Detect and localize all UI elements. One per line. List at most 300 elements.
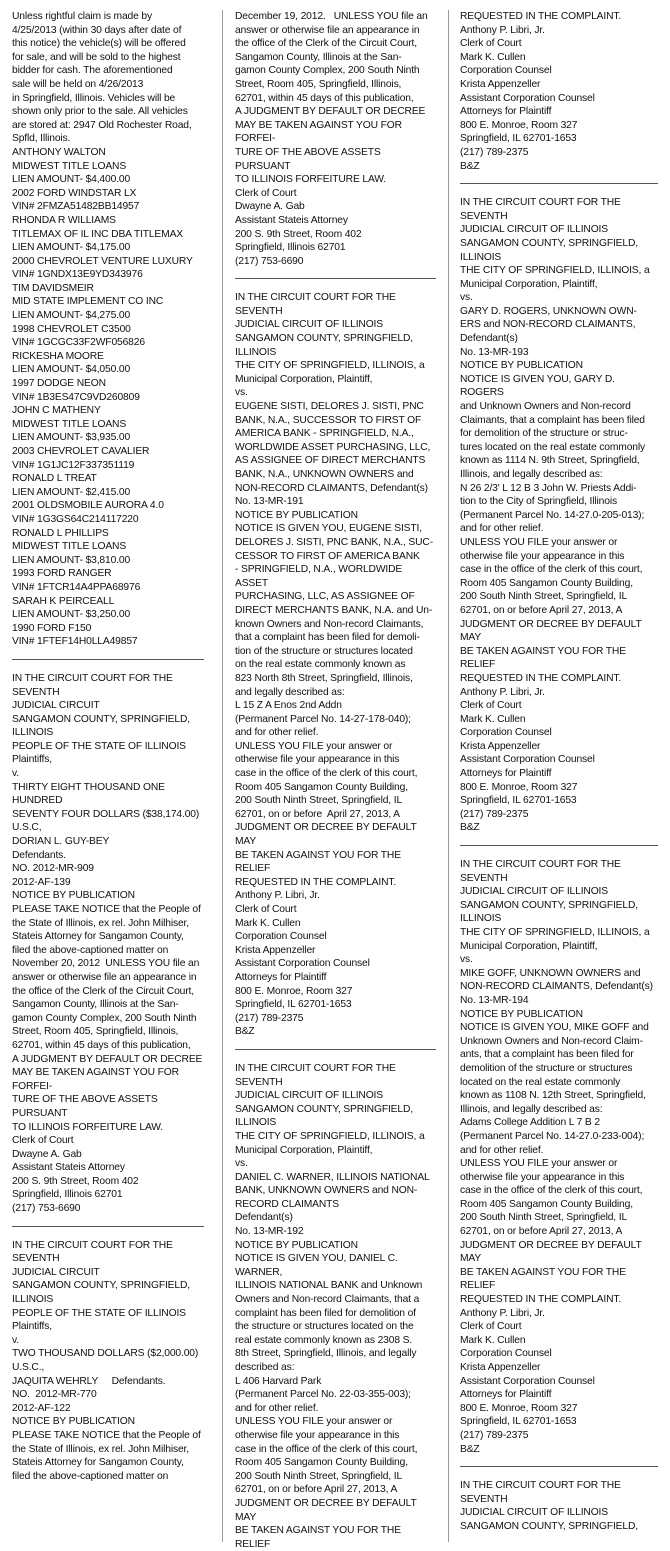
notice-line: ERS and NON-RECORD CLAIMANTS, (460, 319, 636, 331)
notice-line: NON-RECORD CLAIMANTS, Defendant(s) (460, 981, 653, 993)
notice-line: JUDGMENT OR DECREE BY DEFAULT MAY (460, 618, 645, 644)
notice-line: LIEN AMOUNT- $3,810.00 (12, 554, 131, 566)
notice-line: Krista Appenzeller (460, 740, 541, 752)
notice-line: - SPRINGFIELD, N.A., WORLDWIDE ASSET (235, 564, 405, 589)
notice-line: UNLESS YOU FILE your answer or (460, 536, 618, 548)
notice-line: A JUDGMENT BY DEFAULT OR DECREE (12, 1053, 203, 1065)
notice-line: gamon County Complex, 200 South Ninth (12, 1012, 197, 1024)
notice-line: 62701, on or before April 27, 2013, A (235, 1484, 398, 1496)
notice-line: TIM DAVIDSMEIR (12, 282, 94, 294)
notice-line: BANK, N.A., SUCCESSOR TO FIRST OF (235, 414, 422, 426)
notice-line: Adams College Addition L 7 B 2 (460, 1117, 600, 1129)
notice-line: BE TAKEN AGAINST YOU FOR THE RELIEF (235, 1525, 404, 1550)
notice-line: EUGENE SISTI, DELORES J. SISTI, PNC (235, 401, 424, 413)
notice-line: JUDICIAL CIRCUIT OF ILLINOIS (235, 319, 383, 331)
notice-line: Municipal Corporation, Plaintiff, (235, 1144, 373, 1156)
notice-line: TWO THOUSAND DOLLARS ($2,000.00) (12, 1348, 199, 1360)
notice-line: November 20, 2012 UNLESS YOU file an (12, 958, 200, 970)
notice-line: Krista Appenzeller (460, 1362, 541, 1373)
notice-line: VIN# 1GNDX13E9YD343976 (12, 269, 143, 281)
notice-line: BE TAKEN AGAINST YOU FOR THE RELIEF (460, 645, 629, 671)
notice-line: answer or otherwise file an appearance in (12, 971, 197, 983)
notice-line: No. 13-MR-194 (460, 994, 529, 1006)
notice-line: Unknown Owners and Non-record Claim- (460, 1035, 643, 1047)
notice-line: DELORES J. SISTI, PNC BANK, N.A., SUC- (235, 536, 433, 548)
notice-divider (235, 278, 436, 279)
notice-line: L 15 Z A Enos 2nd Addn (235, 700, 342, 712)
notice-line: Attorneys for Plaintiff (460, 768, 552, 780)
notice-line: 1993 FORD RANGER (12, 568, 112, 580)
notice-line: Plaintiffs, (12, 1321, 52, 1333)
notice-line: (217) 753-6690 (12, 1203, 81, 1215)
notice-line: No. 13-MR-191 (235, 496, 304, 508)
legal-notice (12, 672, 210, 1216)
notice-line: and for other relief. (235, 727, 319, 739)
notice-line: Springfield, IL 62701-1653 (460, 1416, 577, 1428)
notice-divider (460, 845, 658, 846)
notice-line: PLEASE TAKE NOTICE that the People of (12, 904, 201, 915)
notice-line: THE CITY OF SPRINGFIELD, ILLINOIS, a (460, 265, 650, 277)
notice-line: known as 1108 N. 12th Street, Springfield, (460, 1090, 646, 1102)
notice-line: THE CITY OF SPRINGFIELD, ILLINOIS, a (460, 927, 650, 938)
notice-line: 1990 FORD F150 (12, 622, 92, 634)
notice-line: 800 E. Monroe, Room 327 (460, 781, 578, 793)
notice-line: tion of the structure or structures located (235, 645, 413, 657)
notice-line: GARY D. ROGERS, UNKNOWN OWN- (460, 305, 637, 317)
legal-notice (12, 1239, 210, 1484)
notice-line: JUDICIAL CIRCUIT OF ILLINOIS (460, 1507, 608, 1519)
notice-line: B&Z (460, 160, 480, 172)
notice-line: BANK, UNKNOWN OWNERS and NON- (235, 1185, 418, 1197)
notice-line: Springfield, IL 62701-1653 (235, 999, 352, 1011)
notice-line: A JUDGMENT BY DEFAULT OR DECREE (235, 106, 426, 118)
notice-line: gamon County Complex, 200 South Ninth (235, 65, 420, 77)
notice-line: JAQUITA WEHRLY Defendants. (12, 1375, 166, 1387)
legal-notice (460, 196, 658, 835)
notice-line: Clerk of Court (460, 38, 522, 50)
notice-line: NOTICE BY PUBLICATION (460, 1008, 583, 1020)
notice-line: UNLESS YOU FILE your answer or (460, 1158, 618, 1170)
notice-line: case in the office of the clerk of this court, (460, 1185, 643, 1197)
notice-line: NOTICE BY PUBLICATION (235, 509, 358, 521)
notice-line: 200 South Ninth Street, Springfield, IL (460, 591, 628, 603)
notice-line: JUDGMENT OR DECREE BY DEFAULT MAY (235, 1497, 420, 1523)
notice-line: MIDWEST TITLE LOANS (12, 541, 127, 553)
notice-line: Assistant Stateis Attorney (235, 214, 348, 226)
notice-line: VIN# 1B3ES47C9VD260809 (12, 391, 140, 403)
notice-line: PEOPLE OF THE STATE OF ILLINOIS (12, 740, 186, 752)
notice-line: LIEN AMOUNT- $2,415.00 (12, 486, 131, 498)
notice-line: LIEN AMOUNT- $3,250.00 (12, 609, 131, 621)
notice-line: demolition of the structure or structures (460, 1062, 633, 1074)
notice-line: JUDICIAL CIRCUIT (12, 700, 100, 712)
notice-line: JUDICIAL CIRCUIT OF ILLINOIS (460, 224, 608, 236)
notice-line: NOTICE BY PUBLICATION (12, 1416, 135, 1428)
notice-line: THE CITY OF SPRINGFIELD, ILLINOIS, a (235, 360, 425, 372)
notice-line: RHONDA R WILLIAMS (12, 214, 116, 226)
notice-line: MAY BE TAKEN AGAINST YOU FOR FORFEI- (235, 119, 405, 145)
notice-line: U.S.C., (12, 1362, 45, 1373)
notice-line: PEOPLE OF THE STATE OF ILLINOIS (12, 1307, 186, 1319)
notice-line: for demolition of the structure or struc- (460, 428, 628, 440)
notice-line: (217) 753-6690 (235, 255, 304, 267)
notice-line: TO ILLINOIS FORFEITURE LAW. (12, 1121, 164, 1133)
notice-divider (460, 1466, 658, 1467)
notice-line: bidder for cash. The aforementioned (12, 65, 173, 77)
notice-line: 200 S. 9th Street, Room 402 (235, 228, 362, 240)
notice-line: 2002 FORD WINDSTAR LX (12, 187, 137, 199)
notice-line: Assistant Corporation Counsel (460, 754, 595, 766)
notice-line: Sangamon County, Illinois at the San- (235, 51, 402, 63)
notice-line: Assistant Corporation Counsel (235, 958, 370, 970)
column-1 (12, 10, 210, 1542)
notice-line: U.S.C, (12, 822, 42, 834)
notice-line: Corporation Counsel (235, 931, 327, 943)
notice-line: VIN# 1FTEF14H0LLA49857 (12, 636, 138, 648)
notice-line: ILLINOIS (460, 251, 502, 263)
notice-line: 1998 CHEVROLET C3500 (12, 323, 131, 335)
notice-line: ILLINOIS (12, 727, 54, 739)
notice-line: and for other relief. (460, 523, 544, 535)
notice-line: Anthony P. Libri, Jr. (460, 24, 545, 36)
notice-line: Corporation Counsel (460, 65, 552, 77)
notice-line: this notice) the vehicle(s) will be offered (12, 38, 186, 50)
notice-line: 62701, within 45 days of this publication, (235, 92, 414, 104)
notice-line: N 26 2/3' L 12 B 3 John W. Priests Addi- (460, 482, 637, 494)
notice-line: NO. 2012-MR-909 (12, 863, 94, 875)
notice-line: REQUESTED IN THE COMPLAINT. (235, 876, 397, 888)
notice-line: 1997 DODGE NEON (12, 378, 106, 390)
notice-line: that a complaint has been filed for demoli- (235, 632, 420, 644)
notice-line: 800 E. Monroe, Room 327 (460, 1402, 578, 1414)
notice-line: Illinois, and legally described as: (460, 1103, 603, 1115)
notice-line: NOTICE IS GIVEN YOU, EUGENE SISTI, (235, 523, 422, 535)
notice-line: Room 405 Sangamon County Building, (235, 781, 408, 793)
notice-line: IN THE CIRCUIT COURT FOR THE SEVENTH (460, 859, 624, 884)
notice-line: (217) 789-2375 (460, 1429, 529, 1441)
notice-line: REQUESTED IN THE COMPLAINT. (460, 1294, 622, 1306)
notice-line: RONALD L TREAT (12, 473, 97, 485)
notice-line: (Permanent Parcel No. 14-27.0-205-013); (460, 509, 645, 521)
notice-line: SANGAMON COUNTY, SPRINGFIELD, (460, 237, 638, 249)
notice-line: MIKE GOFF, UNKNOWN OWNERS and (460, 967, 641, 979)
notice-line: Mark K. Cullen (235, 917, 301, 929)
notice-line: case in the office of the clerk of this court, (235, 1443, 418, 1455)
notice-line: Anthony P. Libri, Jr. (235, 890, 320, 902)
notice-line: are stored at: 2947 Old Rochester Road, (12, 119, 192, 131)
notice-line: (Permanent Parcel No. 14-27.0-233-004); (460, 1130, 645, 1142)
column-2 (222, 10, 436, 1550)
notice-line: BE TAKEN AGAINST YOU FOR THE RELIEF (460, 1266, 629, 1292)
notice-line: the office of the Clerk of the Circuit Court, (12, 985, 194, 997)
notice-line: NOTICE IS GIVEN YOU, MIKE GOFF and (460, 1022, 649, 1034)
notice-line: JUDICIAL CIRCUIT (12, 1266, 100, 1278)
notice-divider (460, 183, 658, 184)
notice-line: Assistant Corporation Counsel (460, 92, 595, 104)
notice-line: Krista Appenzeller (235, 944, 316, 956)
notice-line: Corporation Counsel (460, 727, 552, 739)
notice-line: RONALD L PHILLIPS (12, 527, 109, 539)
notice-line: the office of the Clerk of the Circuit Court, (235, 38, 417, 50)
notice-line: Sangamon County, Illinois at the San- (12, 999, 179, 1011)
notice-line: Stateis Attorney for Sangamon County, (12, 931, 184, 943)
notice-line: DIRECT MERCHANTS BANK, N.A. and Un- (235, 604, 433, 616)
notice-line: JUDICIAL CIRCUIT OF ILLINOIS (235, 1090, 383, 1102)
notice-line: NOTICE IS GIVEN YOU, GARY D. ROGERS (460, 373, 618, 399)
notice-line: BANK, N.A., UNKNOWN OWNERS and (235, 469, 414, 480)
notice-line: otherwise file your appearance in this (235, 1429, 400, 1441)
notice-line: shown only prior to the sale. All vehicles (12, 106, 188, 118)
notice-line: Unless rightful claim is made by (12, 11, 152, 22)
notice-line: and for other relief. (235, 1402, 319, 1414)
notice-line: B&Z (460, 822, 480, 834)
notice-line: 62701, on or before April 27, 2013, A (460, 604, 623, 616)
notice-line: MIDWEST TITLE LOANS (12, 418, 127, 430)
notice-line: TURE OF THE ABOVE ASSETS PURSUANT (12, 1094, 161, 1119)
notice-line: case in the office of the clerk of this court, (460, 564, 643, 576)
notice-divider (12, 659, 204, 660)
notice-line: vs. (235, 1158, 248, 1170)
legal-notice (460, 858, 658, 1456)
notice-line: L 406 Harvard Park (235, 1375, 322, 1387)
notice-line: 8th Street, Springfield, Illinois, and legally (235, 1348, 417, 1360)
notice-line: Stateis Attorney for Sangamon County, (12, 1457, 184, 1469)
notice-line: LIEN AMOUNT- $4,050.00 (12, 364, 131, 376)
notice-line: filed the above-captioned matter on (12, 1470, 169, 1482)
notice-line: VIN# 1G1JC12F337351119 (12, 459, 135, 471)
notice-line: No. 13-MR-193 (460, 346, 529, 358)
notice-line: SARAH K PEIRCEALL (12, 595, 115, 607)
notice-line: WORLDWIDE ASSET PURCHASING, LLC, (235, 441, 431, 453)
notice-line: 823 North 8th Street, Springfield, Illinois, (235, 672, 413, 684)
notice-line: MAY BE TAKEN AGAINST YOU FOR FORFEI- (12, 1067, 182, 1092)
notice-line: 800 E. Monroe, Room 327 (235, 985, 353, 997)
notice-line: the structure or structures located on the (235, 1321, 414, 1333)
notice-line: 2003 CHEVROLET CAVALIER (12, 446, 150, 457)
notice-line: Room 405 Sangamon County Building, (460, 1198, 633, 1210)
notice-line: LIEN AMOUNT- $4,275.00 (12, 310, 131, 322)
notice-line: Street, Room 405, Springfield, Illinois, (235, 78, 402, 90)
notice-line: DORIAN L. GUY-BEY (12, 836, 110, 848)
notice-line: VIN# 2FMZA51482BB14957 (12, 201, 140, 213)
notice-line: IN THE CIRCUIT COURT FOR THE SEVENTH (12, 672, 176, 698)
notice-line: TURE OF THE ABOVE ASSETS PURSUANT (235, 146, 384, 172)
notice-line: v. (12, 768, 19, 780)
notice-line: (217) 789-2375 (460, 808, 529, 820)
notice-line: (217) 789-2375 (460, 146, 529, 158)
notice-line: DANIEL C. WARNER, ILLINOIS NATIONAL (235, 1171, 430, 1183)
notice-line: Springfield, Illinois 62701 (235, 242, 346, 254)
notice-divider (235, 1049, 436, 1050)
notice-line: the State of Illinois, ex rel. John Milhiser, (12, 1443, 189, 1455)
notice-line: 2001 OLDSMOBILE AURORA 4.0 (12, 500, 164, 512)
notice-line: REQUESTED IN THE COMPLAINT. (460, 11, 622, 22)
notice-line: TO ILLINOIS FORFEITURE LAW. (235, 174, 387, 186)
notice-line: Clerk of Court (235, 904, 297, 915)
notice-line: real estate commonly known as 2308 S. (235, 1334, 413, 1346)
notice-line: described as: (235, 1362, 295, 1373)
notice-line: known as 1114 N. 9th Street, Springfield, (460, 455, 640, 467)
notice-line: NON-RECORD CLAIMANTS, Defendant(s) (235, 482, 428, 494)
notice-line: in Springfield, Illinois. Vehicles will be (12, 92, 176, 104)
notice-line: Assistant Stateis Attorney (12, 1162, 125, 1174)
legal-notice (235, 10, 436, 268)
notice-line: BE TAKEN AGAINST YOU FOR THE RELIEF (235, 849, 404, 875)
notice-line: Attorneys for Plaintiff (460, 1389, 552, 1401)
notice-line: vs. (460, 292, 473, 304)
notice-line: AS ASSIGNEE OF DIRECT MERCHANTS (235, 455, 426, 467)
notice-line: IN THE CIRCUIT COURT FOR THE SEVENTH (460, 197, 624, 222)
legal-notice (12, 10, 210, 649)
notice-line: ants, that a complaint has been filed for (460, 1049, 634, 1061)
notice-line: CESSOR TO FIRST OF AMERICA BANK (235, 550, 420, 562)
notice-line: 2000 CHEVROLET VENTURE LUXURY (12, 255, 193, 267)
notice-line: REQUESTED IN THE COMPLAINT. (460, 672, 622, 684)
notice-line: JUDGMENT OR DECREE BY DEFAULT MAY (235, 822, 420, 848)
notice-line: (Permanent Parcel No. 14-27-178-040); (235, 713, 411, 725)
notice-line: VIN# 1G3GS64C214117220 (12, 513, 139, 525)
notice-line: Anthony P. Libri, Jr. (460, 686, 545, 698)
notice-line: Mark K. Cullen (460, 51, 526, 63)
notice-line: TITLEMAX OF IL INC DBA TITLEMAX (12, 228, 184, 240)
notice-line: UNLESS YOU FILE your answer or (235, 1416, 393, 1428)
notice-line: Municipal Corporation, Plaintiff, (460, 940, 598, 952)
notice-line: SANGAMON COUNTY, SPRINGFIELD, (235, 1103, 413, 1115)
notice-line: Springfield, Illinois 62701 (12, 1189, 123, 1201)
notice-line: ILLINOIS (12, 1294, 54, 1306)
notice-line: and for other relief. (460, 1144, 544, 1156)
notice-line: otherwise file your appearance in this (235, 754, 400, 766)
notice-line: RECORD CLAIMANTS (235, 1198, 340, 1210)
notice-line: Attorneys for Plaintiff (460, 106, 552, 118)
notice-line: 4/25/2013 (within 30 days after date of (12, 24, 182, 36)
notice-line: 200 South Ninth Street, Springfield, IL (460, 1212, 628, 1224)
notice-line: 62701, on or before April 27, 2013, A (460, 1226, 623, 1238)
notice-line: Assistant Corporation Counsel (460, 1375, 595, 1387)
notice-line: NO. 2012-MR-770 (12, 1389, 97, 1401)
notice-line: Owners and Non-record Claimants, that a (235, 1294, 420, 1306)
column-3 (448, 10, 658, 1542)
notice-line: Municipal Corporation, Plaintiff, (235, 373, 373, 385)
notice-line: Clerk of Court (235, 187, 297, 199)
notice-line: Defendants. (12, 849, 66, 861)
notice-line: RICKESHA MOORE (12, 350, 104, 362)
notice-line: Clerk of Court (12, 1135, 74, 1147)
notice-line: NOTICE IS GIVEN YOU, DANIEL C. WARNER, (235, 1253, 401, 1278)
notice-line: THE CITY OF SPRINGFIELD, ILLINOIS, a (235, 1130, 425, 1142)
notice-line: Defendant(s) (235, 1212, 293, 1224)
notice-line: Clerk of Court (460, 1321, 522, 1333)
notice-line: tures located on the real estate commonly (460, 441, 646, 453)
notice-line: December 19, 2012. UNLESS YOU file an (235, 11, 428, 22)
legal-notice (235, 291, 436, 1039)
notice-line: v. (12, 1334, 19, 1346)
notice-line: JOHN C MATHENY (12, 405, 101, 417)
notice-line: Krista Appenzeller (460, 78, 541, 90)
legal-notice (460, 10, 658, 173)
notice-line: case in the office of the clerk of this court, (235, 768, 418, 780)
notice-line: sale will be held on 4/26/2013 (12, 78, 144, 90)
notice-line: (217) 789-2375 (235, 1012, 304, 1024)
notice-line: VIN# 1GCGC33F2WF056826 (12, 337, 145, 349)
notice-line: LIEN AMOUNT- $4,400.00 (12, 174, 131, 186)
notice-line: B&Z (460, 1443, 480, 1455)
notice-line: 200 S. 9th Street, Room 402 (12, 1175, 139, 1187)
notice-line: ILLINOIS (235, 1117, 277, 1129)
notice-line: ILLINOIS (460, 913, 502, 925)
notice-line: SANGAMON COUNTY, SPRINGFIELD, (460, 1520, 638, 1532)
notice-line: SANGAMON COUNTY, SPRINGFIELD, (235, 333, 413, 345)
notice-line: Mark K. Cullen (460, 713, 526, 725)
notice-line: 800 E. Monroe, Room 327 (460, 119, 578, 131)
notice-divider (12, 1226, 204, 1227)
notice-line: SEVENTY FOUR DOLLARS ($38,174.00) (12, 808, 200, 820)
notice-line: MID STATE IMPLEMENT CO INC (12, 296, 164, 308)
notice-line: for sale, and will be sold to the highest (12, 51, 181, 63)
notice-line: IN THE CIRCUIT COURT FOR THE SEVENTH (460, 1480, 624, 1505)
legal-notice (235, 1062, 436, 1551)
notice-line: otherwise file your appearance in this (460, 550, 625, 562)
notice-line: PURCHASING, LLC, AS ASSIGNEE OF (235, 591, 415, 603)
notice-line: IN THE CIRCUIT COURT FOR THE SEVENTH (235, 1062, 399, 1088)
notice-line: Spfld, Illinois. (12, 133, 71, 145)
notice-line: Dwayne A. Gab (12, 1148, 82, 1160)
notice-line: Room 405 Sangamon County Building, (460, 577, 633, 589)
notice-line: Corporation Counsel (460, 1348, 552, 1360)
notice-line: Mark K. Cullen (460, 1334, 526, 1346)
notice-line: JUDGMENT OR DECREE BY DEFAULT MAY (460, 1239, 645, 1265)
notice-line: SANGAMON COUNTY, SPRINGFIELD, (12, 713, 190, 725)
notice-line: 200 South Ninth Street, Springfield, IL (235, 795, 403, 807)
notice-line: ILLINOIS NATIONAL BANK and Unknown (235, 1280, 423, 1292)
notice-line: ANTHONY WALTON (12, 146, 106, 158)
notice-line: on the real estate commonly known as (235, 659, 406, 671)
notice-line: otherwise file your appearance in this (460, 1171, 625, 1183)
notice-line: complaint has been filed for demolition of (235, 1307, 416, 1319)
notice-line: answer or otherwise file an appearance in (235, 24, 420, 36)
notice-line: SANGAMON COUNTY, SPRINGFIELD, (12, 1280, 190, 1292)
notice-line: Attorneys for Plaintiff (235, 971, 327, 983)
legal-notice (460, 1479, 658, 1533)
notice-line: JUDICIAL CIRCUIT OF ILLINOIS (460, 886, 608, 898)
notice-line: Springfield, IL 62701-1653 (460, 133, 577, 145)
notice-line: and legally described as: (235, 686, 345, 698)
notice-line: SANGAMON COUNTY, SPRINGFIELD, (460, 899, 638, 911)
notice-line: Room 405 Sangamon County Building, (235, 1457, 408, 1469)
notice-line: B&Z (235, 1026, 255, 1038)
notice-line: 62701, on or before April 27, 2013, A (235, 808, 400, 820)
notice-line: Clerk of Court (460, 700, 522, 712)
notice-line: LIEN AMOUNT- $4,175.00 (12, 242, 131, 254)
notice-line: filed the above-captioned matter on (12, 944, 169, 956)
notice-line: located on the real estate commonly (460, 1076, 621, 1088)
notice-line: Municipal Corporation, Plaintiff, (460, 278, 598, 290)
notice-line: ILLINOIS (235, 346, 277, 358)
notice-line: Street, Room 405, Springfield, Illinois, (12, 1026, 179, 1038)
notice-line: 2012-AF-122 (12, 1402, 71, 1414)
notice-line: NOTICE BY PUBLICATION (12, 890, 135, 902)
notice-line: LIEN AMOUNT- $3,935.00 (12, 432, 131, 444)
notice-line: Dwayne A. Gab (235, 201, 305, 213)
notice-line: IN THE CIRCUIT COURT FOR THE SEVENTH (235, 292, 399, 317)
notice-line: 2012-AF-139 (12, 876, 71, 888)
notice-line: vs. (460, 954, 473, 966)
notice-line: Anthony P. Libri, Jr. (460, 1307, 545, 1319)
notice-line: and Unknown Owners and Non-record (460, 401, 631, 413)
notice-line: Springfield, IL 62701-1653 (460, 795, 577, 807)
notice-line: PLEASE TAKE NOTICE that the People of (12, 1429, 201, 1441)
notice-line: Defendant(s) (460, 333, 518, 345)
